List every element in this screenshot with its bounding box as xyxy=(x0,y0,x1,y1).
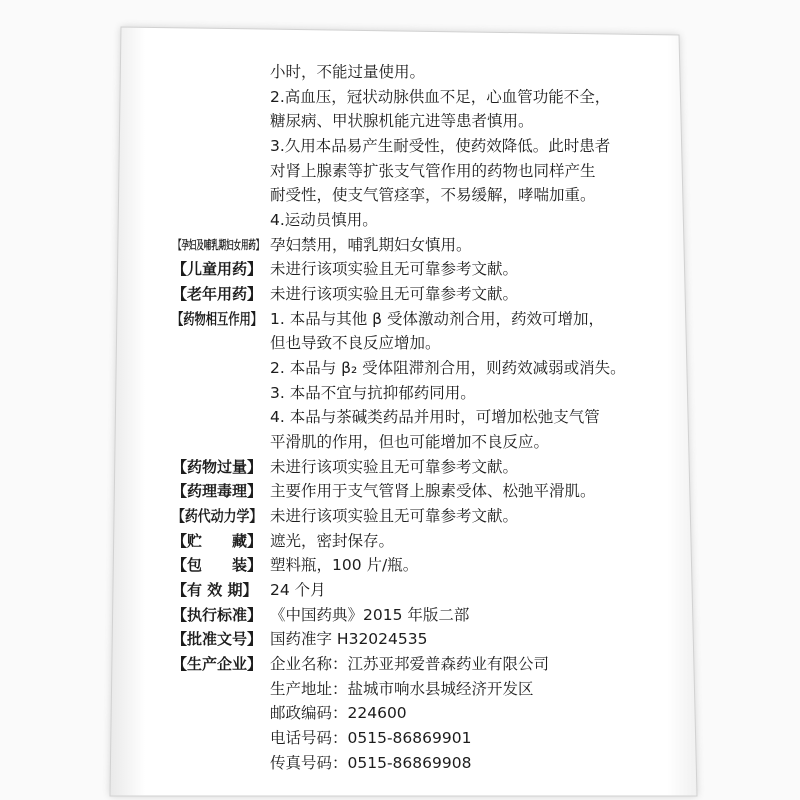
validity-text: 24 个月 xyxy=(270,581,326,600)
section-storage xyxy=(0,529,800,554)
interactions-text: 4. 本品与茶碱类药品并用时，可增加松弛支气管 xyxy=(270,408,600,427)
interactions-text: 平滑肌的作用，但也可能增加不良反应。 xyxy=(270,433,550,452)
precaution-text: 对肾上腺素等扩张支气管作用的药物也同样产生 xyxy=(270,161,596,180)
section-overdose xyxy=(0,455,800,480)
section-label-validity: 【有 效 期】 xyxy=(172,581,258,600)
precaution-text: 耐受性，使支气管痉挛，不易缓解，哮喘加重。 xyxy=(270,186,596,205)
section-label-interactions: 【药物相互作用】 xyxy=(172,309,263,328)
manufacturer-line xyxy=(0,751,800,776)
precaution-text: 2.高血压，冠状动脉供血不足，心血管功能不全， xyxy=(270,87,611,106)
section-label-pharmacokinetics: 【药代动力学】 xyxy=(172,507,263,526)
pediatric-text: 未进行该项实验且无可靠参考文献。 xyxy=(270,260,519,279)
geriatric-text: 未进行该项实验且无可靠参考文献。 xyxy=(270,285,519,304)
section-label-approval: 【批准文号】 xyxy=(172,630,263,649)
manufacturer-fax: 传真号码：0515-86869908 xyxy=(270,753,472,772)
interactions-line xyxy=(0,356,800,381)
manufacturer-address: 生产地址：盐城市响水县城经济开发区 xyxy=(270,679,534,698)
pharmacology-text: 主要作用于支气管肾上腺素受体、松弛平滑肌。 xyxy=(270,482,596,501)
interactions-text: 1. 本品与其他 β 受体激动剂合用，药效可增加， xyxy=(270,309,604,328)
interactions-line xyxy=(0,405,800,430)
section-validity xyxy=(0,578,800,603)
manufacturer-phone: 电话号码：0515-86869901 xyxy=(270,729,472,748)
manufacturer-line xyxy=(0,701,800,726)
interactions-line xyxy=(0,381,800,406)
precaution-line xyxy=(0,208,800,233)
section-package xyxy=(0,553,800,578)
section-label-overdose: 【药物过量】 xyxy=(172,457,263,476)
section-pediatric xyxy=(0,257,800,282)
section-geriatric xyxy=(0,282,800,307)
section-label-storage: 【贮 藏】 xyxy=(172,531,263,550)
interactions-text: 但也导致不良反应增加。 xyxy=(270,334,441,353)
section-interactions xyxy=(0,307,800,332)
section-pregnancy xyxy=(0,233,800,258)
section-approval xyxy=(0,627,800,652)
overdose-text: 未进行该项实验且无可靠参考文献。 xyxy=(270,457,519,476)
precaution-line xyxy=(0,159,800,184)
precaution-line xyxy=(0,134,800,159)
section-label-geriatric: 【老年用药】 xyxy=(172,285,263,304)
approval-number: 国药准字 H32024535 xyxy=(270,630,428,649)
section-label-package: 【包 装】 xyxy=(172,556,263,575)
section-label-standard: 【执行标准】 xyxy=(172,605,263,624)
manufacturer-line xyxy=(0,726,800,751)
interactions-line xyxy=(0,430,800,455)
section-pharmacology xyxy=(0,479,800,504)
precaution-line xyxy=(0,109,800,134)
interactions-line xyxy=(0,331,800,356)
precaution-text: 3.久用本品易产生耐受性，使药效降低。此时患者 xyxy=(270,137,611,156)
precaution-line xyxy=(0,183,800,208)
section-manufacturer xyxy=(0,652,800,677)
pregnancy-text: 孕妇禁用，哺乳期妇女慎用。 xyxy=(270,235,472,254)
manufacturer-postcode: 邮政编码：224600 xyxy=(270,704,407,723)
section-label-pediatric: 【儿童用药】 xyxy=(172,260,263,279)
insert-body xyxy=(0,60,800,775)
section-label-pharmacology: 【药理毒理】 xyxy=(172,482,263,501)
standard-text: 《中国药典》2015 年版二部 xyxy=(270,605,470,624)
interactions-text: 2. 本品与 β₂ 受体阻滞剂合用，则药效减弱或消失。 xyxy=(270,359,626,378)
pharmacokinetics-text: 未进行该项实验且无可靠参考文献。 xyxy=(270,507,519,526)
storage-text: 遮光，密封保存。 xyxy=(270,531,395,550)
section-pharmacokinetics xyxy=(0,504,800,529)
precaution-text: 糖尿病、甲状腺机能亢进等患者慎用。 xyxy=(270,112,534,131)
section-label-manufacturer: 【生产企业】 xyxy=(172,655,263,674)
precaution-text: 4.运动员慎用。 xyxy=(270,211,378,230)
precaution-text: 小时，不能过量使用。 xyxy=(270,63,426,81)
manufacturer-line xyxy=(0,677,800,702)
precaution-line xyxy=(0,60,800,85)
section-label-pregnancy: 【孕妇及哺乳期妇女用药】 xyxy=(174,237,264,252)
section-standard xyxy=(0,603,800,628)
package-text: 塑料瓶，100 片/瓶。 xyxy=(270,556,419,575)
manufacturer-name: 企业名称：江苏亚邦爱普森药业有限公司 xyxy=(270,655,550,674)
interactions-text: 3. 本品不宜与抗抑郁药同用。 xyxy=(270,383,476,402)
precaution-line xyxy=(0,85,800,110)
